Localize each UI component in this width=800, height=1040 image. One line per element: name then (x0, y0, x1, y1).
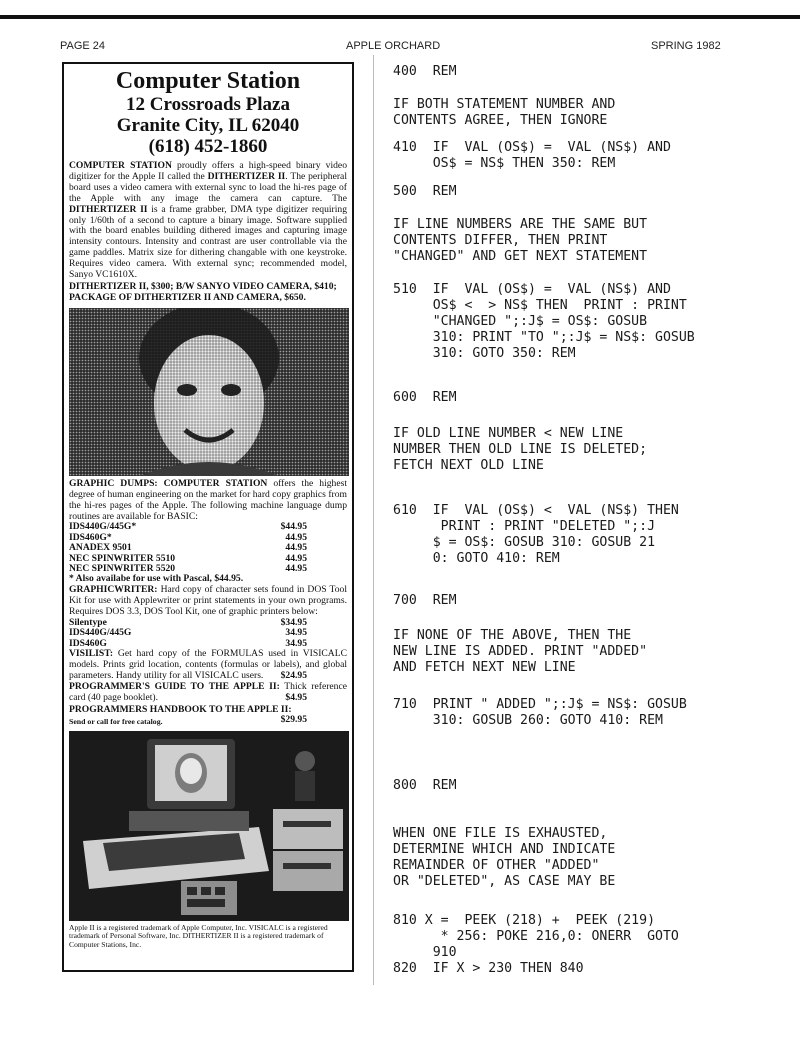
code-line: $ = OS$: GOSUB 310: GOSUB 21 (393, 535, 656, 550)
ad-intro-lead: COMPUTER STATION (69, 160, 172, 171)
code-line: OR "DELETED", AS CASE MAY BE (393, 874, 616, 889)
ad-guide-paragraph (69, 682, 347, 704)
price-item: Silentype (69, 617, 107, 629)
ad-dumps-paragraph (69, 479, 347, 523)
code-line: IF BOTH STATEMENT NUMBER AND (393, 97, 616, 112)
ad-phone: (618) 452-1860 (148, 136, 268, 157)
price-value: 34.95 (285, 627, 307, 639)
catalog-row (69, 713, 347, 727)
price-item: IDS460G (69, 637, 107, 649)
price-item: ANADEX 9501 (69, 542, 132, 554)
price-value: 44.95 (285, 552, 307, 564)
code-line: 310: GOSUB 260: GOTO 410: REM (393, 713, 663, 728)
code-line: CONTENTS AGREE, THEN IGNORE (393, 113, 608, 128)
code-line: IF OLD LINE NUMBER < NEW LINE (393, 426, 624, 441)
digitized-portrait-image (69, 308, 349, 476)
code-block (393, 64, 457, 80)
code-line: 0: GOTO 410: REM (393, 551, 560, 566)
pascal-note: * Also availabe for use with Pascal, $44.95. (69, 573, 244, 585)
code-line: OS$ = NS$ THEN 350: REM (393, 156, 616, 171)
code-line: 500 REM (393, 184, 457, 199)
ad-visilist-paragraph (69, 649, 347, 682)
price-value: 44.95 (285, 531, 307, 543)
graphicwriter-price-list (69, 618, 347, 649)
price-value: $34.95 (280, 617, 307, 629)
dithered-face-graphic (69, 308, 349, 476)
code-line: CONTENTS DIFFER, THEN PRINT (393, 233, 608, 248)
code-line: IF NONE OF THE ABOVE, THEN THE (393, 628, 632, 643)
comment-block (393, 826, 615, 890)
comment-block (393, 628, 647, 676)
computer-station-ad (62, 62, 354, 972)
code-line: 820 IF X > 230 THEN 840 (393, 961, 584, 976)
trademark-notice: Apple II is a registered trademark of Apple Computer, Inc. VISICALC is a registered trademark of Personal Software, Inc. DITHERTIZER II is a registered trademark of Computer Stations, Inc. (69, 922, 328, 949)
code-block (393, 593, 457, 609)
comment-block (393, 217, 647, 265)
code-line: FETCH NEXT OLD LINE (393, 458, 544, 473)
ad-visilist-text: Get hard copy of the FORMULAS used in VISICALC models. Prints grid location, contents (formulas or labels), and global parameters. Handy utility for all VISICALC users. (69, 648, 347, 682)
code-line: 800 REM (393, 778, 457, 793)
code-line: 400 REM (393, 64, 457, 79)
code-line: DETERMINE WHICH AND INDICATE (393, 842, 616, 857)
code-line: 410 IF VAL (OS$) = VAL (NS$) AND (393, 140, 671, 155)
ad-pricing: DITHERTIZER II, $300; B/W SANYO VIDEO CAMERA, $410; PACKAGE OF DITHERTIZER II AND CAMERA, $650. (69, 280, 337, 303)
ad-intro-rest: is a frame grabber, DMA type digitizer requiring only 1/60th of a second to capture a binary image. Software supplied with the board enables building dithered images and capturing image intensity contours. Intensity and contrast are user controllable via the game paddles. Matrix size for dithering changable with one keystroke. Requires video camera. With external sync; recommended model, Sanyo VC1610X. (69, 203, 347, 281)
catalog-note: Send or call for free catalog. (69, 716, 163, 726)
comment-block (393, 426, 647, 474)
price-item: NEC SPINWRITER 5520 (69, 563, 176, 575)
code-block (393, 282, 695, 362)
ad-graphicwriter-lead: GRAPHICWRITER: (69, 584, 158, 596)
price-value: 44.95 (285, 542, 307, 554)
issue-date: SPRING 1982 (651, 40, 721, 52)
page-number: PAGE 24 (60, 40, 106, 52)
ad-dumps-lead: GRAPHIC DUMPS: COMPUTER STATION (69, 477, 268, 489)
code-line: 310: PRINT "TO ";:J$ = NS$: GOSUB (393, 330, 695, 345)
code-line: 810 X = PEEK (218) + PEEK (219) (393, 913, 656, 928)
ad-intro-product: DITHERTIZER II (207, 170, 286, 182)
code-line: WHEN ONE FILE IS EXHAUSTED, (393, 826, 608, 841)
handbook-price: $29.95 (280, 713, 307, 725)
code-line: 700 REM (393, 593, 457, 608)
computer-setup-graphic (69, 731, 349, 921)
ad-visilist-price: $24.95 (280, 670, 307, 682)
ad-address-line1: 12 Crossroads Plaza (126, 94, 290, 115)
code-line: 310: GOTO 350: REM (393, 346, 576, 361)
code-block (393, 390, 457, 406)
code-line: 600 REM (393, 390, 457, 405)
ad-guide-text: Thick reference card (40 page booklet). (69, 681, 347, 703)
code-line: * 256: POKE 216,0: ONERR GOTO (393, 929, 679, 944)
ad-intro-mid2: . The peripheral board uses a video camera with external sync to load the hi-res page of the Apple with any image the camera can capture. The (69, 170, 347, 204)
code-block (393, 140, 671, 172)
code-line: "CHANGED" AND GET NEXT STATEMENT (393, 249, 648, 264)
price-value: $44.95 (280, 521, 307, 533)
code-block (393, 778, 457, 794)
code-line: 910 (393, 945, 457, 960)
code-line: IF LINE NUMBERS ARE THE SAME BUT (393, 217, 648, 232)
code-line: AND FETCH NEXT NEW LINE (393, 660, 576, 675)
code-line: 710 PRINT " ADDED ";:J$ = NS$: GOSUB (393, 697, 687, 712)
publication-name: APPLE ORCHARD (346, 40, 441, 52)
apple-ii-computer-photo (69, 731, 349, 921)
code-line: PRINT : PRINT "DELETED ";:J (393, 519, 656, 534)
code-line: NEW LINE IS ADDED. PRINT "ADDED" (393, 644, 648, 659)
ad-company-name: Computer Station (115, 68, 301, 94)
price-item: IDS440G/445G* (69, 521, 137, 533)
ad-dumps-text: offers the highest degree of human engineering on the market for hard copy graphics from the hi-res pages of the Apple. The following machine language dump routines are available for BASIC: (69, 477, 347, 522)
code-block (393, 184, 457, 200)
code-line: "CHANGED ";:J$ = OS$: GOSUB (393, 314, 648, 329)
code-line: OS$ < > NS$ THEN PRINT : PRINT (393, 298, 687, 313)
page-header (0, 40, 800, 56)
column-divider (373, 55, 374, 985)
ad-guide-lead: PROGRAMMER'S GUIDE TO THE APPLE II: (69, 681, 280, 692)
ad-intro-product2: DITHERTIZER II (69, 203, 148, 215)
ad-intro-paragraph (69, 161, 347, 281)
ad-graphicwriter-paragraph (69, 585, 347, 618)
price-item: NEC SPINWRITER 5510 (69, 552, 176, 564)
ad-guide-price: $4.95 (285, 691, 307, 703)
code-line: 610 IF VAL (OS$) < VAL (NS$) THEN (393, 503, 679, 518)
ad-address-line2: Granite City, IL 62040 (116, 115, 300, 136)
price-value: 34.95 (285, 637, 307, 649)
ad-graphicwriter-text: Hard copy of character sets found in DOS Tool Kit for use with Applewriter or print statements in your own programs. Requires DOS 3.3, DOS Tool Kit, one of graphic printers below: (69, 584, 347, 618)
code-line: REMAINDER OF OTHER "ADDED" (393, 858, 600, 873)
code-block (393, 913, 679, 977)
code-line: NUMBER THEN OLD LINE IS DELETED; (393, 442, 648, 457)
dump-price-list (69, 522, 347, 574)
comment-block (393, 97, 615, 129)
code-block (393, 697, 687, 729)
ad-intro-mid: proudly offers a high-speed binary video digitizer for the Apple II called the (69, 160, 347, 182)
ad-visilist-lead: VISILIST: (69, 648, 114, 660)
price-value: 44.95 (285, 563, 307, 575)
code-line: 510 IF VAL (OS$) = VAL (NS$) AND (393, 282, 671, 297)
code-block (393, 503, 679, 567)
top-rule (0, 15, 800, 19)
price-item: IDS440G/445G (69, 627, 132, 639)
price-item: IDS460G* (69, 531, 112, 543)
ad-handbook: PROGRAMMERS HANDBOOK TO THE APPLE II: (69, 703, 292, 715)
